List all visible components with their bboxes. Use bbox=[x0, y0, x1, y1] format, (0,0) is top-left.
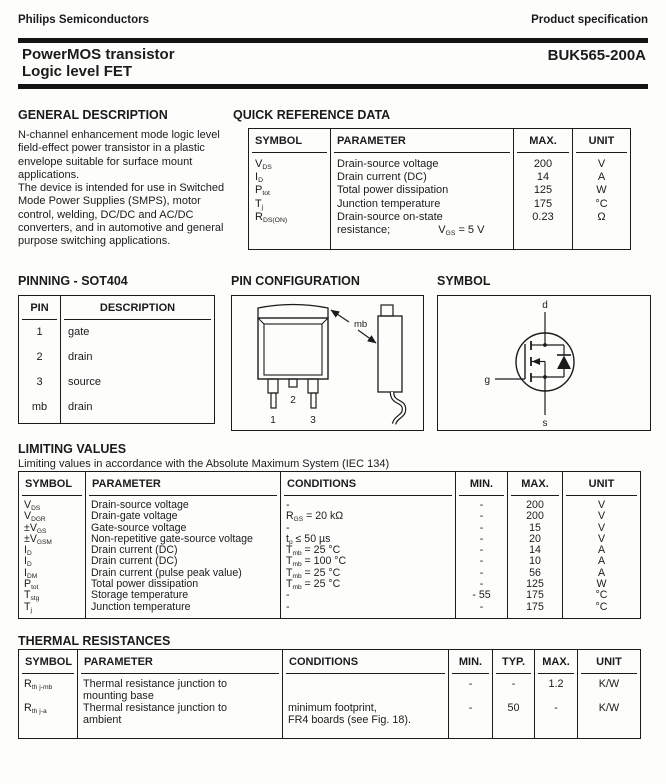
column-header: SYMBOL bbox=[19, 472, 86, 497]
table-cell: V bbox=[563, 534, 641, 545]
label-mb: mb bbox=[354, 319, 368, 330]
table-cell: $V_{DS}$ bbox=[24, 499, 41, 512]
limiting-values-table bbox=[18, 471, 641, 619]
table-cell: - bbox=[493, 674, 535, 702]
table-row bbox=[19, 568, 641, 579]
column-header: PIN bbox=[19, 296, 61, 321]
table-row bbox=[19, 602, 641, 619]
symbol-figure bbox=[437, 295, 651, 431]
table-row bbox=[19, 511, 641, 522]
table-cell: gate bbox=[61, 320, 215, 345]
table-cell: 50 bbox=[493, 702, 535, 739]
table-cell: A bbox=[573, 171, 631, 184]
table-cell: Total power dissipation bbox=[331, 184, 514, 197]
table-cell: $I_{DM}$ bbox=[24, 567, 38, 580]
column-header: PARAMETER bbox=[78, 650, 283, 675]
column-header: MIN. bbox=[456, 472, 508, 497]
table-cell: $T_{mb} = 25$ °C bbox=[281, 579, 456, 590]
table-cell: Ω bbox=[573, 211, 631, 250]
table-row bbox=[19, 579, 641, 590]
table-cell: Drain-source voltage bbox=[86, 496, 281, 511]
table-cell: source bbox=[61, 370, 215, 395]
table-cell: Junction temperature bbox=[331, 198, 514, 211]
table-cell: $I_D$ bbox=[255, 171, 263, 185]
label-drain: d bbox=[542, 300, 548, 311]
general-description-paragraph-2: The device is intended for use in Switched Mode Power Supplies (SMPS), motor control, welding, DC/DC and AC/DC converters, and in automotive and general purpose switching applications. bbox=[18, 182, 225, 248]
table-row bbox=[249, 198, 631, 211]
column-header: MIN. bbox=[449, 650, 493, 675]
table-cell: 1.2 bbox=[535, 674, 578, 702]
table-cell: Drain current (DC) bbox=[86, 556, 281, 567]
table-cell: K/W bbox=[578, 702, 641, 739]
table-cell: Drain current (pulse peak value) bbox=[86, 568, 281, 579]
symbol-block bbox=[437, 274, 652, 431]
header-row bbox=[19, 296, 215, 321]
thermal-resistances-table bbox=[18, 649, 641, 739]
table-cell: $I_D$ bbox=[24, 545, 32, 557]
table-cell: 14 bbox=[514, 171, 573, 184]
table-cell: $V_{DGR}$ bbox=[24, 511, 46, 523]
section-quick-reference-data: QUICK REFERENCE DATA bbox=[233, 108, 391, 122]
table-cell: $T_{mb} = 100$ °C bbox=[281, 556, 456, 567]
label-pin2: 2 bbox=[290, 395, 296, 406]
column-header: UNIT bbox=[573, 129, 631, 154]
table-cell: 175 bbox=[508, 602, 563, 619]
general-description-text bbox=[18, 129, 237, 249]
column-header: UNIT bbox=[563, 472, 641, 497]
limiting-values-subtitle: Limiting values in accordance with the Absolute Maximum System (IEC 134) bbox=[18, 458, 390, 470]
table-row bbox=[249, 153, 631, 171]
table-cell: - bbox=[281, 590, 456, 601]
quick-reference-table bbox=[248, 128, 631, 250]
table-cell: Thermal resistance junction to mounting base bbox=[78, 674, 283, 702]
header-row bbox=[249, 129, 631, 154]
mosfet-symbol-icon bbox=[438, 296, 650, 430]
table-cell: Drain-gate voltage bbox=[86, 511, 281, 522]
table-row bbox=[249, 184, 631, 197]
table-row bbox=[249, 211, 631, 250]
table-cell: Non-repetitive gate-source voltage bbox=[86, 534, 281, 545]
table-cell: °C bbox=[563, 590, 641, 601]
column-header: PARAMETER bbox=[86, 472, 281, 497]
column-header: CONDITIONS bbox=[283, 650, 449, 675]
table-cell: $T_j$ bbox=[255, 197, 264, 211]
table-cell: - bbox=[456, 511, 508, 522]
table-row bbox=[249, 171, 631, 184]
section-symbol: SYMBOL bbox=[437, 274, 491, 288]
table-cell bbox=[283, 674, 449, 702]
table-row bbox=[19, 496, 641, 511]
table-row bbox=[19, 395, 215, 424]
label-gate: g bbox=[484, 375, 490, 386]
table-cell: K/W bbox=[578, 674, 641, 702]
table-row bbox=[19, 674, 641, 702]
column-header: MAX. bbox=[508, 472, 563, 497]
section-pinning: PINNING - SOT404 bbox=[18, 274, 128, 288]
table-cell: Drain-source on-state resistance; $V_{GS} = 5$ V bbox=[331, 211, 514, 250]
table-cell: $I_D$ bbox=[24, 556, 32, 568]
title-line-2: Logic level FET bbox=[22, 62, 133, 80]
document-header bbox=[18, 14, 648, 26]
table-cell: 175 bbox=[514, 198, 573, 211]
table-cell: - bbox=[535, 702, 578, 739]
header-row bbox=[19, 650, 641, 675]
table-cell: A bbox=[563, 568, 641, 579]
spec-type: Product specification bbox=[531, 14, 648, 26]
table-cell: $\pm V_{GSM}$ bbox=[24, 533, 52, 546]
table-cell: Drain current (DC) bbox=[86, 545, 281, 556]
table-cell: - bbox=[456, 602, 508, 619]
table-cell: Drain-source voltage bbox=[331, 153, 514, 171]
table-cell: 0.23 bbox=[514, 211, 573, 250]
table-cell: $R_{th j-mb}$ bbox=[24, 678, 53, 691]
table-cell: $V_{DS}$ bbox=[255, 158, 272, 172]
table-cell: $\pm V_{GS}$ bbox=[24, 522, 47, 534]
table-row bbox=[19, 545, 641, 556]
column-header: MAX. bbox=[514, 129, 573, 154]
table-cell: $T_j$ bbox=[24, 601, 32, 614]
publisher-name: Philips Semiconductors bbox=[18, 14, 149, 26]
table-row bbox=[19, 345, 215, 370]
package-drawing-icon bbox=[232, 296, 423, 430]
column-header: SYMBOL bbox=[19, 650, 78, 675]
pin-configuration-figure bbox=[231, 295, 424, 431]
column-header: MAX. bbox=[535, 650, 578, 675]
section-thermal-resistances: THERMAL RESISTANCES bbox=[18, 634, 171, 648]
section-general-description: GENERAL DESCRIPTION bbox=[18, 108, 168, 122]
table-cell: - bbox=[456, 496, 508, 511]
table-cell: V bbox=[563, 511, 641, 522]
table-cell: Storage temperature bbox=[86, 590, 281, 601]
column-header: TYP. bbox=[493, 650, 535, 675]
table-cell: mb bbox=[31, 401, 48, 413]
column-header: SYMBOL bbox=[249, 129, 331, 154]
document-title bbox=[22, 47, 175, 80]
label-source: s bbox=[542, 418, 548, 429]
section-pin-configuration: PIN CONFIGURATION bbox=[231, 274, 360, 288]
table-cell: - bbox=[456, 523, 508, 534]
table-cell: - bbox=[456, 534, 508, 545]
table-cell: 175 bbox=[508, 590, 563, 601]
label-pin1: 1 bbox=[270, 415, 276, 426]
column-header: UNIT bbox=[578, 650, 641, 675]
table-cell: A bbox=[563, 545, 641, 556]
table-cell: °C bbox=[563, 602, 641, 619]
table-cell: 3 bbox=[36, 376, 43, 388]
table-cell: 15 bbox=[508, 523, 563, 534]
table-row bbox=[19, 590, 641, 601]
table-cell: $T_{stg}$ bbox=[24, 590, 40, 602]
pinning-table bbox=[18, 295, 215, 424]
table-cell: W bbox=[573, 184, 631, 197]
table-row bbox=[19, 556, 641, 567]
table-cell: 1 bbox=[36, 326, 43, 338]
table-cell: V bbox=[563, 496, 641, 511]
table-cell: 20 bbox=[508, 534, 563, 545]
table-cell: - bbox=[456, 579, 508, 590]
table-cell: $R_{DS(ON)}$ bbox=[255, 210, 288, 224]
table-cell: $R_{GS} = 20$ kΩ bbox=[281, 511, 456, 522]
table-cell: V bbox=[573, 153, 631, 171]
table-cell: - bbox=[456, 545, 508, 556]
table-cell: $T_{mb} = 25$ °C bbox=[281, 545, 456, 556]
table-cell: 14 bbox=[508, 545, 563, 556]
pinning-block bbox=[18, 274, 214, 424]
section-limiting-values: LIMITING VALUES bbox=[18, 442, 127, 456]
table-cell: 56 bbox=[508, 568, 563, 579]
table-cell: - bbox=[449, 702, 493, 739]
divider-bar-title bbox=[18, 84, 648, 89]
table-cell: V bbox=[563, 523, 641, 534]
table-cell: - 55 bbox=[456, 590, 508, 601]
table-row bbox=[19, 534, 641, 545]
table-cell: - bbox=[281, 602, 456, 619]
column-header: DESCRIPTION bbox=[61, 296, 215, 321]
divider-bar-top bbox=[18, 38, 648, 43]
table-cell: $T_{mb} = 25$ °C bbox=[281, 568, 456, 579]
table-row bbox=[19, 702, 641, 739]
table-cell: drain bbox=[61, 395, 215, 424]
table-cell: Junction temperature bbox=[86, 602, 281, 619]
part-number: BUK565-200A bbox=[547, 47, 646, 64]
table-cell: - bbox=[456, 568, 508, 579]
table-cell: A bbox=[563, 556, 641, 567]
table-cell: $P_{tot}$ bbox=[24, 579, 39, 591]
table-cell: Gate-source voltage bbox=[86, 523, 281, 534]
table-cell: 200 bbox=[508, 496, 563, 511]
table-cell: - bbox=[449, 674, 493, 702]
table-cell: °C bbox=[573, 198, 631, 211]
title-line-1: PowerMOS transistor bbox=[22, 46, 175, 63]
header-row bbox=[19, 472, 641, 497]
table-cell: $R_{th j-a}$ bbox=[24, 702, 47, 715]
table-cell: - bbox=[281, 523, 456, 534]
title-block bbox=[22, 47, 646, 80]
middle-row bbox=[18, 274, 652, 434]
table-cell: 200 bbox=[514, 153, 573, 171]
table-cell: $P_{tot}$ bbox=[255, 184, 270, 198]
table-cell: 200 bbox=[508, 511, 563, 522]
general-description-paragraph-1: N-channel enhancement mode logic level field-effect power transistor in a plastic envelope suitable for surface mount applications. bbox=[18, 129, 220, 181]
column-header: CONDITIONS bbox=[281, 472, 456, 497]
label-pin3: 3 bbox=[310, 415, 316, 426]
table-cell: Total power dissipation bbox=[86, 579, 281, 590]
table-cell: 10 bbox=[508, 556, 563, 567]
table-cell: 125 bbox=[514, 184, 573, 197]
table-cell: 2 bbox=[36, 351, 43, 363]
table-cell: $t_p \le 50$ µs bbox=[281, 534, 456, 545]
table-cell: - bbox=[281, 496, 456, 511]
column-header: PARAMETER bbox=[331, 129, 514, 154]
table-row bbox=[19, 320, 215, 345]
table-cell: minimum footprint, FR4 boards (see Fig. 18). bbox=[283, 702, 449, 739]
table-cell: Thermal resistance junction to ambient bbox=[78, 702, 283, 739]
table-cell: Drain current (DC) bbox=[331, 171, 514, 184]
table-cell: W bbox=[563, 579, 641, 590]
table-row bbox=[19, 523, 641, 534]
table-row bbox=[19, 370, 215, 395]
table-cell: drain bbox=[61, 345, 215, 370]
pin-configuration-block bbox=[231, 274, 425, 431]
table-cell: - bbox=[456, 556, 508, 567]
table-cell: 125 bbox=[508, 579, 563, 590]
